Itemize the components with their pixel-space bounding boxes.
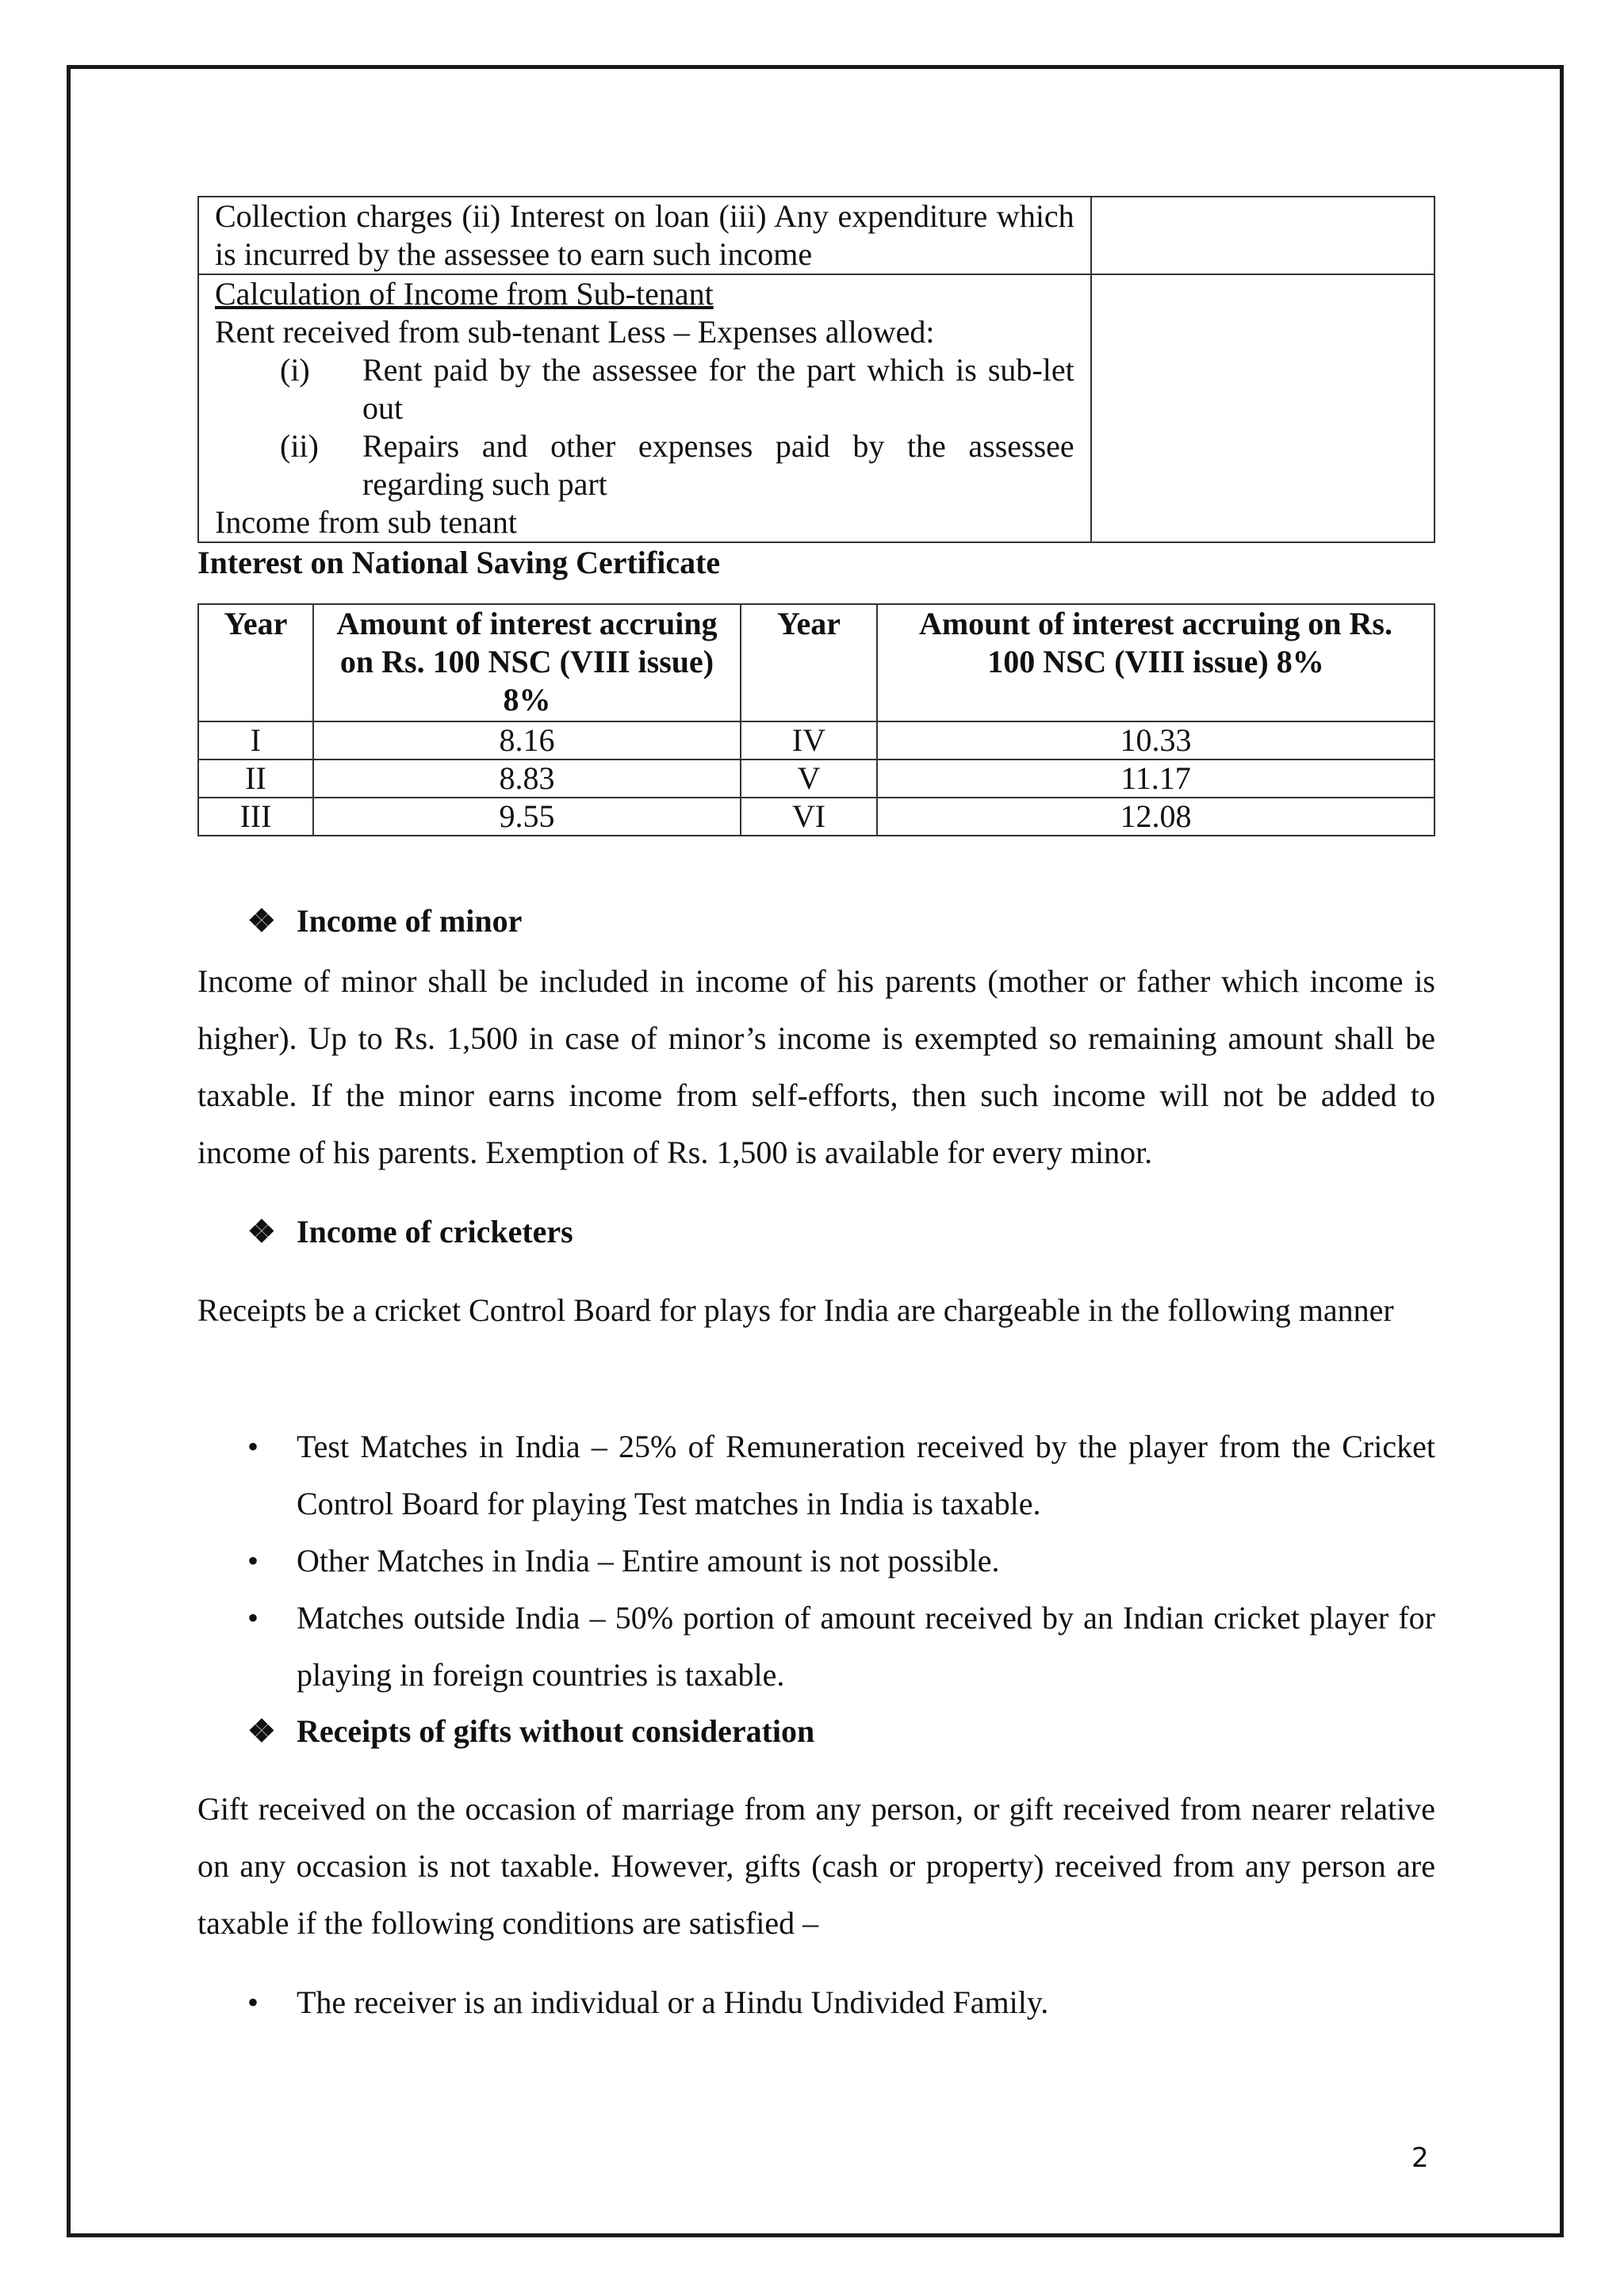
list-item-text: Rent paid by the assessee for the part which is sub-let out	[362, 352, 1074, 426]
cricketers-heading-text: Income of cricketers	[297, 1214, 573, 1249]
table-cell: 9.55	[313, 798, 741, 836]
table-cell: I	[198, 721, 313, 760]
gifts-heading-text: Receipts of gifts without consideration	[297, 1713, 815, 1749]
table-row	[198, 798, 1434, 836]
list-number: (ii)	[280, 428, 319, 464]
list-item	[247, 1974, 1435, 2031]
minor-paragraph: Income of minor shall be included in income of his parents (mother or father which income is higher). Up to Rs. 1,500 in case of minor’s income is exempted so remaining amount shall be taxable. If the minor earns income from self-efforts, then such income will not be added to income of his parents. Exemption of Rs. 1,500 is available for every minor.	[197, 963, 1435, 1170]
gifts-heading	[247, 1712, 814, 1751]
diamond-bullet-icon: ❖	[247, 903, 276, 939]
diamond-bullet-icon: ❖	[247, 1214, 276, 1249]
list-item	[247, 1533, 1435, 1590]
table-cell: 11.17	[877, 760, 1434, 798]
list-item	[215, 351, 1074, 427]
gifts-paragraph: Gift received on the occasion of marriage from any person, or gift received from nearer relative on any occasion is not taxable. However, gifts (cash or property) received from any person are taxable if the following conditions are satisfied –	[197, 1791, 1435, 1941]
table-cell-empty	[1091, 274, 1434, 542]
table-cell: VI	[741, 798, 877, 836]
nsc-table	[197, 603, 1435, 836]
bullet-icon: •	[247, 1543, 259, 1578]
table-row	[198, 197, 1434, 274]
list-item	[247, 1590, 1435, 1704]
column-header: Amount of interest accruing on Rs. 100 NSC (VIII issue) 8%	[877, 604, 1434, 721]
sub-tenant-line: Rent received from sub-tenant Less – Expenses allowed:	[215, 314, 935, 350]
list-item-text: The receiver is an individual or a Hindu Undivided Family.	[297, 1984, 1049, 2020]
sub-tenant-title: Calculation of Income from Sub-tenant	[215, 276, 714, 312]
cricketers-heading	[247, 1213, 573, 1251]
income-table	[197, 196, 1435, 543]
table-cell-empty	[1091, 197, 1434, 274]
column-header: Amount of interest accruing on Rs. 100 NSC (VIII issue) 8%	[313, 604, 741, 721]
collection-charges-text: Collection charges (ii) Interest on loan (iii) Any expenditure which is incurred by the assessee to earn such income	[215, 198, 1074, 272]
nsc-heading: Interest on National Saving Certificate	[197, 545, 721, 580]
list-item-text: Test Matches in India – 25% of Remuneration received by the player from the Cricket Control Board for playing Test matches in India is taxable.	[297, 1429, 1435, 1521]
cricketers-paragraph: Receipts be a cricket Control Board for plays for India are chargeable in the following manner	[197, 1292, 1394, 1328]
bullet-icon: •	[247, 1984, 259, 2020]
diamond-bullet-icon: ❖	[247, 1713, 276, 1749]
table-cell: IV	[741, 721, 877, 760]
table-cell: 8.16	[313, 721, 741, 760]
page-number: 2	[1411, 2142, 1429, 2174]
column-header: Year	[198, 604, 313, 721]
column-header: Year	[741, 604, 877, 721]
table-header-row	[198, 604, 1434, 721]
table-cell: II	[198, 760, 313, 798]
table-cell: III	[198, 798, 313, 836]
table-cell: 12.08	[877, 798, 1434, 836]
table-cell	[198, 197, 1091, 274]
table-row	[198, 274, 1434, 542]
table-cell: 8.83	[313, 760, 741, 798]
list-item-text: Matches outside India – 50% portion of amount received by an Indian cricket player for playing in foreign countries is taxable.	[297, 1600, 1435, 1693]
table-row	[198, 721, 1434, 760]
minor-heading-text: Income of minor	[297, 903, 523, 939]
bullet-icon: •	[247, 1600, 259, 1636]
bullet-icon: •	[247, 1429, 259, 1464]
table-cell	[198, 274, 1091, 542]
table-cell: V	[741, 760, 877, 798]
table-cell: 10.33	[877, 721, 1434, 760]
table-row	[198, 760, 1434, 798]
sub-tenant-income: Income from sub tenant	[215, 504, 517, 540]
list-item-text: Repairs and other expenses paid by the assessee regarding such part	[362, 428, 1074, 502]
list-item-text: Other Matches in India – Entire amount is not possible.	[297, 1543, 1000, 1578]
list-item	[215, 427, 1074, 503]
minor-heading	[247, 902, 522, 940]
list-item	[247, 1418, 1435, 1533]
list-number: (i)	[280, 352, 310, 388]
